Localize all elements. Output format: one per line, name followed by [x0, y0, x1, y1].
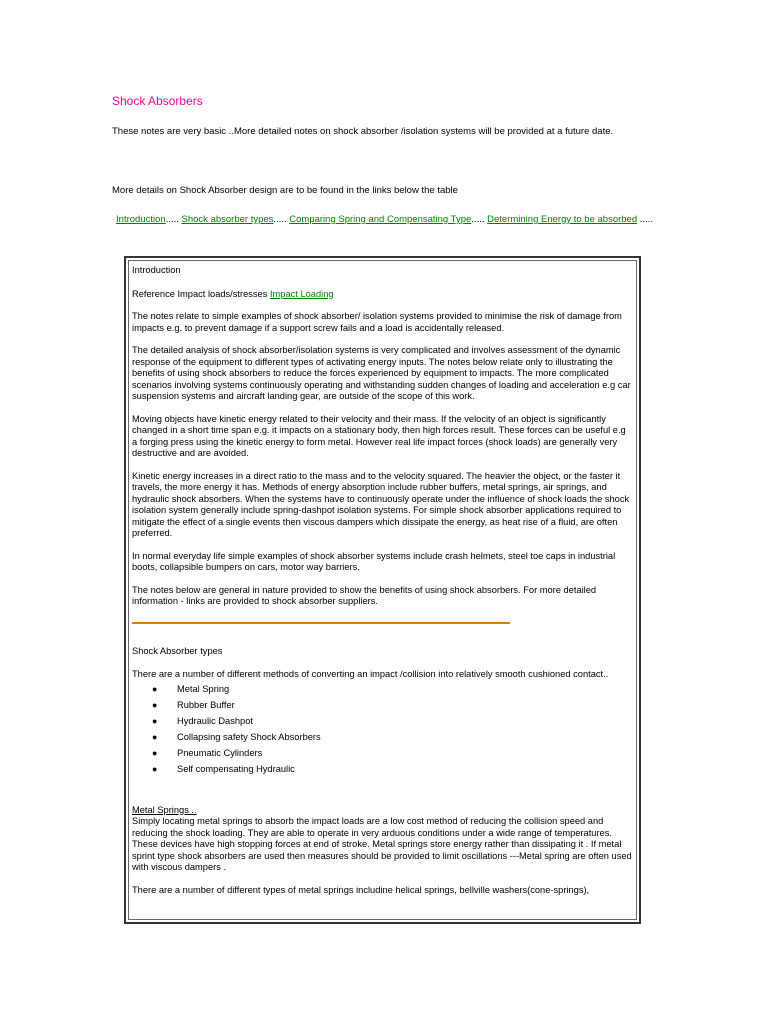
list-item-label: Metal Spring: [177, 683, 230, 694]
reference-prefix: Reference Impact loads/stresses: [132, 288, 270, 299]
intro-paragraph-5: In normal everyday life simple examples of shock absorber systems include crash helmets, steel toe caps in industrial boots, collapsible bumpers on cars, motor way barriers.: [132, 550, 616, 572]
content-table: [124, 256, 641, 924]
nav-link-comparing-types[interactable]: Comparing Spring and Compensating Type: [289, 214, 472, 225]
list-item: [132, 681, 632, 697]
intro-paragraph-3: Moving objects have kinetic energy related to their velocity and their mass. If the velocity of an object is significantly changed in a short time span e.g. it impacts on a stationary body, then high forces result. These forces can be useful e.g a forging press using the kinetic energy to form metal. However real life impact forces (shock loads) are generally very destructive and are avoided.: [132, 413, 626, 458]
nav-separator: .....: [165, 214, 179, 225]
bullet-icon: ●: [152, 731, 158, 742]
spacer: [132, 777, 632, 805]
content-cell: [128, 260, 637, 920]
list-item-label: Self compensating Hydraulic: [177, 763, 295, 774]
metal-springs-next-paragraph: There are a number of different types of metal springs includine helical springs, bellville washers(cone-springs),: [132, 884, 590, 895]
bullet-icon: ●: [152, 699, 158, 710]
bullet-icon: ●: [152, 763, 158, 774]
bullet-icon: ●: [152, 747, 158, 758]
nav-separator: .....: [273, 214, 287, 225]
details-line: More details on Shock Absorber design are to be found in the links below the table: [112, 185, 458, 196]
metal-springs-heading: Metal Springs ..: [132, 804, 197, 815]
impact-loading-link[interactable]: Impact Loading: [269, 288, 334, 299]
intro-paragraph: These notes are very basic ..More detailed notes on shock absorber /isolation systems will be provided at a future date.: [112, 126, 614, 137]
types-lead: There are a number of different methods of converting an impact /collision into relatively smooth cushioned contact..: [132, 669, 609, 679]
intro-paragraph-4: Kinetic energy increases in a direct ratio to the mass and to the velocity squared. The heavier the object, or the faster it travels, the more energy it has. Methods of energy absorption include rubber buffers, metal springs, air springs, and hydraulic shock absorbers. When the systems have to continuously operate under the influence of shock loads the shock isolation system generally include spring-dashpot isolation systems. For simple shock absorber applications required to mitigate the effect of a single events then viscous dampers which dissipate the energy, as heat rise of a fluid, are often preferred.: [132, 470, 630, 538]
nav-link-determining-energy[interactable]: Determining Energy to be absorbed: [487, 214, 638, 225]
page-title: Shock Absorbers: [112, 94, 203, 108]
list-item: [132, 729, 632, 745]
nav-link-introduction[interactable]: Introduction: [116, 214, 166, 225]
nav-separator: .....: [471, 214, 485, 225]
section-divider: [132, 622, 510, 624]
intro-paragraph-2: The detailed analysis of shock absorber/isolation systems is very complicated and involves assessment of the dynamic response of the equipment to different types of activating energy inputs. The notes below relate only to illustrating the benefits of using shock absorbers to reduce the forces experienced by equipment to impacts. The more complicated scenarios involving systems continuously operating and withstanding sudden changes of loading and acceleration e.g car suspension systems and aircraft landing gear, are outside of the scope of this work.: [132, 345, 631, 401]
section-nav: [112, 214, 657, 226]
list-item: [132, 745, 632, 761]
types-list: [132, 681, 632, 777]
bullet-icon: ●: [152, 683, 158, 694]
introduction-heading: Introduction: [132, 265, 181, 275]
intro-paragraph-1: The notes relate to simple examples of shock absorber/ isolation systems provided to minimise the risk of damage from impacts e.g. to prevent damage if a support screw fails and a load is accidentally released.: [132, 311, 622, 333]
types-heading: Shock Absorber types: [132, 645, 223, 656]
bullet-icon: ●: [152, 715, 158, 726]
nav-link-shock-absorber-types[interactable]: Shock absorber types: [181, 214, 274, 225]
list-item-label: Hydraulic Dashpot: [177, 715, 253, 726]
list-item: [132, 697, 632, 713]
list-item-label: Rubber Buffer: [177, 699, 235, 710]
list-item: [132, 713, 632, 729]
nav-separator: .....: [637, 214, 653, 225]
list-item-label: Collapsing safety Shock Absorbers: [177, 731, 321, 742]
list-item-label: Pneumatic Cylinders: [177, 747, 263, 758]
list-item: [132, 761, 632, 777]
metal-springs-paragraph: Simply locating metal springs to absorb the impact loads are a low cost method of reducing the collision speed and reducing the shock loading. They are able to operate in very arduous conditions under a wide range of temperatures. These devices have high stopping forces at end of stroke. Metal springs store energy rather than dissipating it . If metal sprint type shock absorbers are used then measures should be provided to limit oscillations ---Metal spring are often used with viscous dampers .: [132, 816, 632, 872]
intro-paragraph-6: The notes below are general in nature provided to show the benefits of using shock absorbers. For more detailed information - links are provided to shock absorber suppliers.: [132, 584, 597, 606]
reference-line: [132, 289, 632, 301]
